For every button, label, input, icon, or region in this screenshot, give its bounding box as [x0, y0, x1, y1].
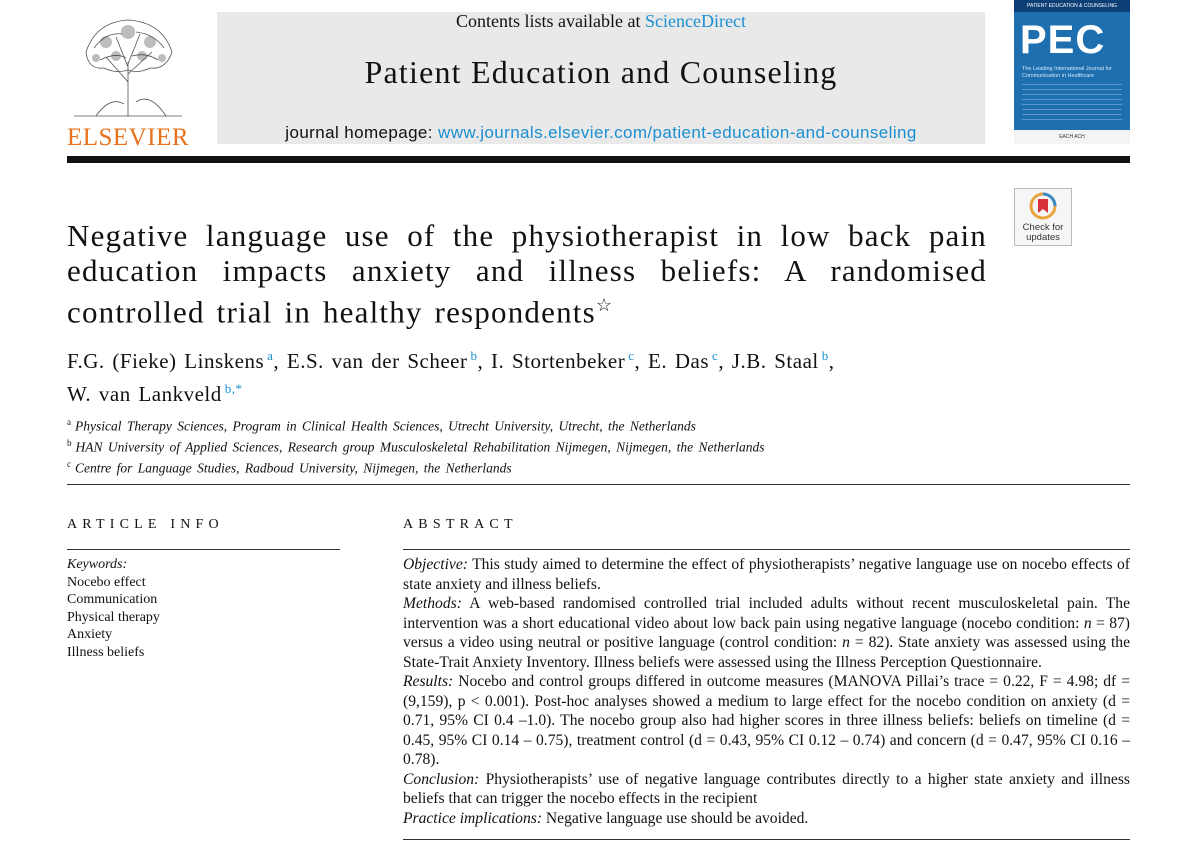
author-affiliation-link[interactable]: b [821, 348, 829, 363]
methods-label: Methods: [403, 595, 462, 612]
homepage-link[interactable]: www.journals.elsevier.com/patient-education-and-counseling [438, 123, 917, 142]
elsevier-wordmark: ELSEVIER [66, 124, 190, 151]
author-affiliation-link[interactable]: b,* [224, 381, 243, 396]
keyword-item: Nocebo effect [67, 574, 146, 590]
keywords-label: Keywords: [67, 557, 128, 572]
cover-acronym: PEC [1020, 18, 1106, 62]
methods-n-symbol: n [1083, 614, 1092, 632]
check-updates-label [1015, 223, 1071, 243]
practice-label: Practice implications: [403, 809, 543, 827]
conclusion-text: Physiotherapists’ use of negative language contributes directly to a higher state anxiety and illness beliefs that can trigger the nocebo effects in the recipient [403, 770, 1130, 807]
methods-text: = 87) versus a video using neutral or positive language (control condition: [403, 614, 1130, 651]
author-name[interactable]: W. van Lankveld [67, 382, 222, 406]
keyword-item: Communication [67, 592, 158, 607]
author-affiliation-link[interactable]: c [628, 348, 635, 363]
author-separator: , [273, 349, 280, 373]
affiliation-text: Physical Therapy Sciences, Program in Clinical Health Sciences, Utrecht University, Utrecht, the Netherlands [75, 418, 696, 434]
cover-band: PATIENT EDUCATION & COUNSELING [1014, 0, 1130, 12]
homepage-label: journal homepage: [285, 123, 439, 142]
header-rule [67, 156, 1130, 163]
author-list [67, 342, 927, 408]
practice-text: Negative language use should be avoided. [545, 809, 809, 827]
check-updates-icon [1029, 192, 1057, 220]
article-title-text: Negative language use of the physiotherapist in low back pain education impacts anxiety and illness beliefs: A randomised controlled trial in healthy respondents [67, 218, 987, 330]
author-separator: , [477, 349, 484, 373]
results-label: Results: [403, 673, 454, 690]
elsevier-logo[interactable] [66, 12, 190, 151]
author-separator: , [828, 349, 835, 373]
cover-text-lines [1022, 84, 1122, 124]
affiliation-text: Centre for Language Studies, Radboud University, Nijmegen, the Netherlands [75, 460, 512, 476]
journal-banner [217, 12, 985, 144]
author-separator: , [718, 349, 725, 373]
abstract-methods [403, 594, 1130, 672]
article-title [67, 218, 987, 329]
abstract-bottom-rule [403, 839, 1130, 840]
abstract-conclusion [403, 770, 1130, 809]
author-affiliation-link[interactable]: b [470, 348, 478, 363]
affiliation-list [67, 414, 967, 477]
check-for-updates-button[interactable] [1014, 188, 1072, 246]
conclusion-label: Conclusion: [403, 770, 480, 788]
author-name[interactable]: F.G. (Fieke) Linskens [67, 349, 265, 373]
author-name[interactable]: I. Stortenbeker [490, 349, 626, 373]
objective-text: This study aimed to determine the effect of physiotherapists’ negative language use on nocebo effects of state anxiety and illness beliefs. [403, 556, 1130, 593]
article-info-rule [67, 549, 340, 550]
journal-cover[interactable] [1014, 0, 1130, 144]
cover-subtitle: The Leading International Journal for Communication in Healthcare [1022, 66, 1112, 79]
author-name[interactable]: J.B. Staal [731, 349, 819, 373]
affiliation-text: HAN University of Applied Sciences, Research group Musculoskeletal Rehabilitation Nijmegen, Nijmegen, the Netherlands [75, 439, 765, 455]
article-info-heading: ARTICLE INFO [67, 517, 224, 532]
abstract-heading: ABSTRACT [403, 517, 518, 532]
affiliation-item [67, 456, 967, 477]
contents-line [217, 11, 985, 32]
keyword-item: Physical therapy [67, 609, 160, 625]
author-separator: , [634, 349, 641, 373]
abstract-body [403, 555, 1130, 828]
methods-n-symbol: n [842, 634, 850, 651]
affiliation-key: b [67, 438, 72, 448]
title-footnote-mark[interactable]: ☆ [595, 295, 614, 315]
abstract-practice [403, 809, 1130, 829]
sciencedirect-link[interactable]: ScienceDirect [645, 11, 746, 31]
author-name[interactable]: E.S. van der Scheer [286, 349, 468, 373]
affiliation-key: a [67, 417, 71, 427]
objective-label: Objective: [403, 556, 468, 573]
results-text: Nocebo and control groups differed in outcome measures (MANOVA Pillai’s trace = 0.22, F = 4.98; df = (9,159), p < 0.001). Post-hoc analyses showed a medium to large effect for the nocebo condition on anxiety (d = 0.71, 95% CI 0.4 –1.0). The nocebo group also had higher scores in three illness beliefs: beliefs on timeline (d = 0.45, 95% CI 0.14 – 0.75), treatment control (d = 0.43, 95% CI 0.12 – 0.74) and concern (d = 0.47, 95% CI 0.16 – 0.78). [403, 673, 1130, 768]
methods-text: A web-based randomised controlled trial included adults without recent musculoskeletal pain. The intervention was a short educational video about low back pain using negative language (nocebo condition: [403, 595, 1130, 632]
journal-title: Patient Education and Counseling [364, 54, 838, 90]
abstract-results [403, 672, 1130, 770]
check-updates-line1: Check for [1022, 222, 1064, 233]
keyword-item: Illness beliefs [67, 644, 145, 660]
homepage-line [217, 123, 985, 143]
methods-text: = 82). State anxiety was assessed using the State-Trait Anxiety Inventory. Illness beliefs were assessed using the Illness Perception Questionnaire. [403, 634, 1130, 671]
author-affiliation-link[interactable]: c [712, 348, 719, 363]
keyword-item: Anxiety [67, 627, 113, 642]
abstract-objective [403, 555, 1130, 594]
author-affiliation-link[interactable]: a [267, 348, 274, 363]
affiliation-key: c [67, 459, 71, 469]
contents-prefix: Contents lists available at [456, 11, 645, 31]
affiliation-item [67, 435, 967, 456]
cover-footer: EACH ACH [1014, 130, 1130, 144]
author-name[interactable]: E. Das [648, 349, 710, 373]
elsevier-tree-icon [66, 12, 190, 120]
keywords-block [67, 556, 340, 661]
section-divider [67, 484, 1130, 485]
affiliation-item [67, 414, 967, 435]
check-updates-line2: updates [1026, 232, 1060, 243]
abstract-rule [403, 549, 1130, 550]
